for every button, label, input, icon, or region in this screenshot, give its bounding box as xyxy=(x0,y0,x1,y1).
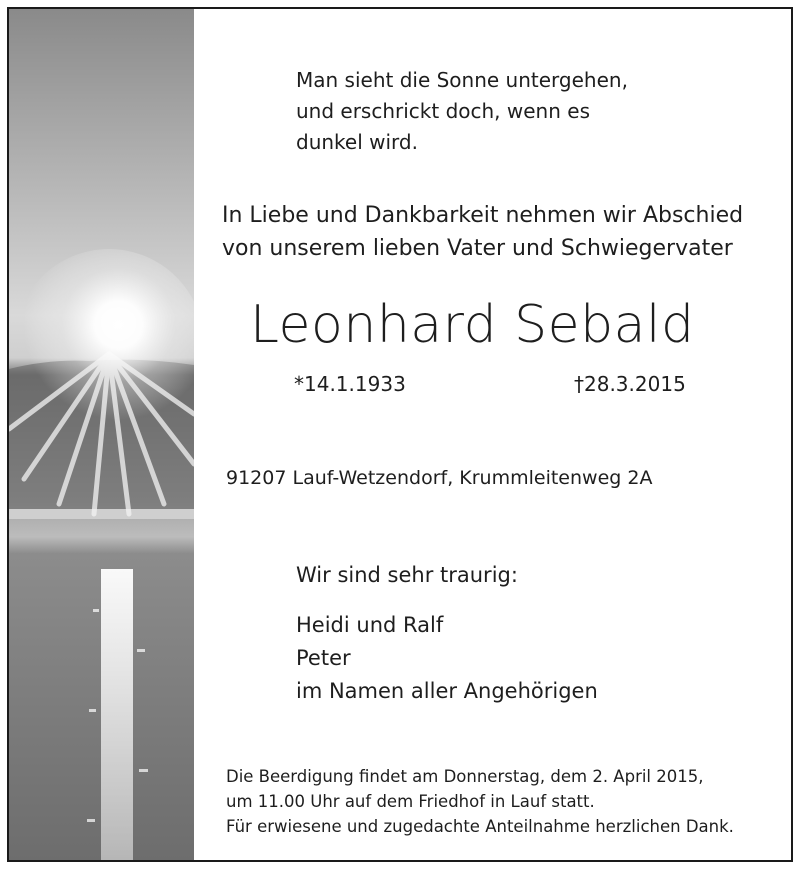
intro-line: von unserem lieben Vater und Schwiegervater xyxy=(222,236,733,261)
deceased-name: Leonhard Sebald xyxy=(250,295,695,355)
funeral-notice xyxy=(226,764,734,839)
quote-line: und erschrickt doch, wenn es xyxy=(296,99,590,123)
intro-line: In Liebe und Dankbarkeit nehmen wir Abschied xyxy=(222,203,744,228)
farewell-intro xyxy=(222,199,743,265)
quote-line: Man sieht die Sonne untergehen, xyxy=(296,68,628,92)
mourner-name: Heidi und Ralf xyxy=(296,613,444,637)
quote xyxy=(296,65,628,158)
funeral-line: Für erwiesene und zugedachte Anteilnahme herzlichen Dank. xyxy=(226,817,734,836)
address: 91207 Lauf-Wetzendorf, Krummleitenweg 2A xyxy=(226,467,653,489)
funeral-line: Die Beerdigung findet am Donnerstag, dem 2. April 2015, xyxy=(226,767,704,786)
quote-line: dunkel wird. xyxy=(296,130,418,154)
mourners-heading: Wir sind sehr traurig: xyxy=(296,563,518,587)
mourner-name: im Namen aller Angehörigen xyxy=(296,679,598,703)
mourner-name: Peter xyxy=(296,646,351,670)
sunset-lake-photo xyxy=(9,9,194,860)
obituary-frame xyxy=(7,7,793,862)
mourners-list xyxy=(296,609,598,708)
funeral-line: um 11.00 Uhr auf dem Friedhof in Lauf statt. xyxy=(226,792,595,811)
death-date: †28.3.2015 xyxy=(574,372,686,396)
birth-date: *14.1.1933 xyxy=(294,372,406,396)
